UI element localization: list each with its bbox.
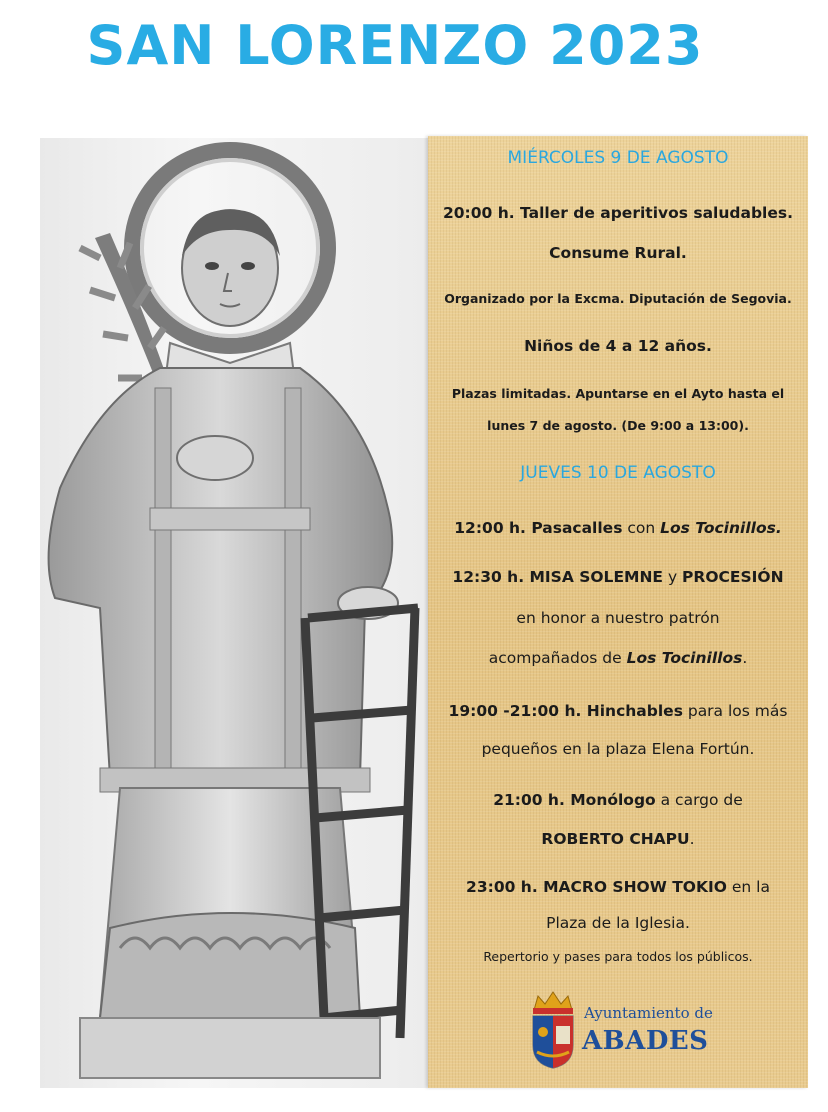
day-heading-wednesday: MIÉRCOLES 9 DE AGOSTO: [507, 148, 729, 168]
program-panel: [428, 136, 808, 1088]
event-macro-show: 23:00 h. MACRO SHOW TOKIO en la: [466, 878, 770, 896]
coat-of-arms-icon: [528, 990, 578, 1070]
saint-photo: [40, 138, 430, 1088]
event-hinchables: 19:00 -21:00 h. Hinchables para los más: [448, 702, 788, 720]
event-pasacalles: 12:00 h. Pasacalles con Los Tocinillos.: [454, 519, 782, 537]
event-line: en honor a nuestro patrón: [516, 609, 720, 627]
event-line: pequeños en la plaza Elena Fortún.: [481, 740, 755, 758]
logo-line2: ABADES: [582, 1026, 709, 1056]
event-line: lunes 7 de agosto. (De 9:00 a 13:00).: [487, 418, 749, 433]
event-line: Organizado por la Excma. Diputación de Segovia.: [444, 291, 792, 306]
event-line: Niños de 4 a 12 años.: [524, 337, 712, 355]
saint-illustration: [40, 138, 430, 1088]
event-line: Consume Rural.: [549, 244, 687, 262]
event-line: 20:00 h. Taller de aperitivos saludables.: [442, 204, 793, 222]
event-line: Plazas limitadas. Apuntarse en el Ayto hasta el: [451, 386, 785, 401]
day-heading-thursday: JUEVES 10 DE AGOSTO: [520, 463, 716, 483]
logo-line1: Ayuntamiento de: [584, 1004, 713, 1022]
event-line: acompañados de Los Tocinillos.: [488, 649, 748, 667]
event-monologo: 21:00 h. Monólogo a cargo de: [493, 791, 743, 809]
poster-title: SAN LORENZO 2023: [86, 14, 704, 77]
event-misa: 12:30 h. MISA SOLEMNE y PROCESIÓN: [452, 568, 784, 586]
event-note: Repertorio y pases para todos los públicos.: [483, 949, 753, 964]
event-line: Plaza de la Iglesia.: [546, 914, 690, 932]
ayuntamiento-logo: [528, 990, 728, 1070]
event-line: ROBERTO CHAPU.: [541, 830, 695, 848]
